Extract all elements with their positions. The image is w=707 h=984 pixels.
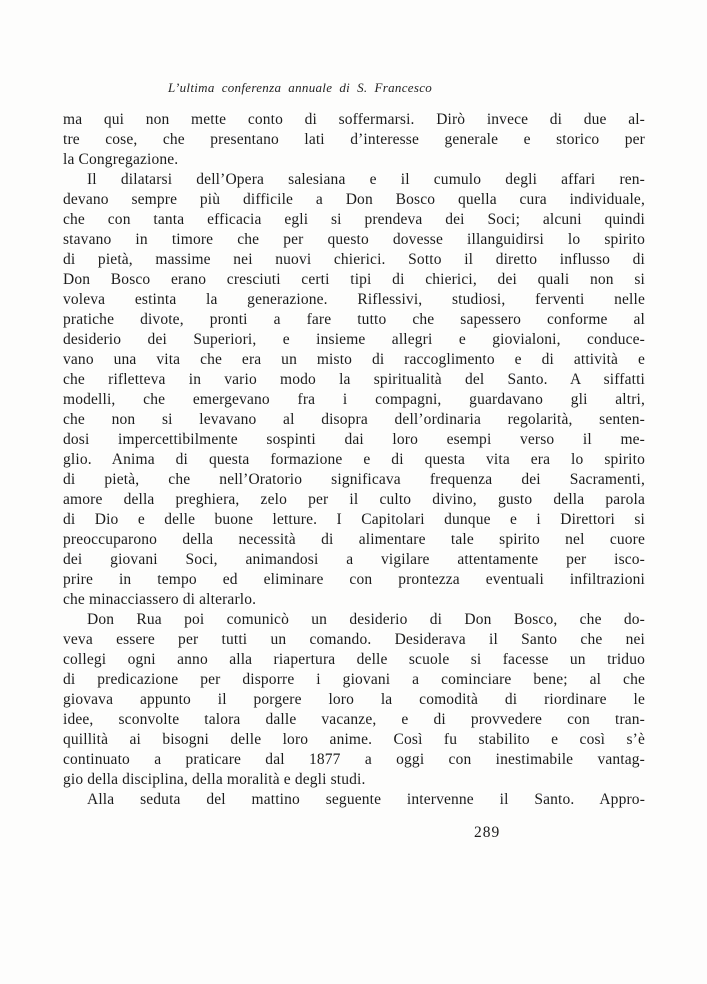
text-line: la Congregazione.	[63, 151, 179, 168]
text-line: prire in tempo ed eliminare con prontezza eventuali infiltrazioni	[63, 571, 645, 588]
running-head: L’ultima conferenza annuale di S. Francesco	[167, 80, 433, 95]
text-line: che rifletteva in vario modo la spiritualità del Santo. A siffatti	[63, 371, 645, 388]
text-line: amore della preghiera, zelo per il culto divino, gusto della parola	[63, 491, 645, 508]
text-line: di predicazione per disporre i giovani a cominciare bene; al che	[63, 671, 645, 688]
text-line: Alla seduta del mattino seguente intervenne il Santo. Appro-	[87, 791, 645, 808]
text-line: dosi impercettibilmente sospinti dai loro esempi verso il me-	[63, 431, 645, 448]
text-line: che non si levavano al disopra dell’ordinaria regolarità, senten-	[63, 411, 645, 428]
text-line: di pietà, che nell’Oratorio significava frequenza dei Sacramenti,	[63, 471, 645, 488]
text-line: Il dilatarsi dell’Opera salesiana e il cumulo degli affari ren-	[87, 171, 645, 188]
body-text-block	[63, 110, 645, 810]
text-line: di pietà, massime nei nuovi chierici. Sotto il diretto influsso di	[63, 251, 645, 268]
text-line: giovava appunto il porgere loro la comodità di riordinare le	[63, 691, 645, 708]
text-line: vano una vita che era un misto di raccoglimento e di attività e	[63, 351, 645, 368]
text-line: continuato a praticare dal 1877 a oggi con inestimabile vantag-	[63, 751, 645, 768]
text-line: Don Rua poi comunicò un desiderio di Don Bosco, che do-	[87, 611, 645, 628]
text-line: desiderio dei Superiori, e insieme allegri e giovialoni, conduce-	[63, 331, 645, 348]
text-line: che con tanta efficacia egli si prendeva dei Soci; alcuni quindi	[63, 211, 645, 228]
text-line: collegi ogni anno alla riapertura delle scuole si facesse un triduo	[63, 651, 645, 668]
text-line: dei giovani Soci, animandosi a vigilare attentamente per isco-	[63, 551, 645, 568]
text-line: modelli, che emergevano fra i compagni, guardavano gli altri,	[63, 391, 645, 408]
text-line: di Dio e delle buone letture. I Capitolari dunque e i Direttori si	[63, 511, 645, 528]
page-number: 289	[474, 824, 501, 841]
text-line: devano sempre più difficile a Don Bosco quella cura individuale,	[63, 191, 645, 208]
text-line: idee, sconvolte talora dalle vacanze, e di provvedere con tran-	[63, 711, 645, 728]
text-line: preoccuparono della necessità di alimentare tale spirito nel cuore	[63, 531, 645, 548]
text-line: quillità ai bisogni delle loro anime. Così fu stabilito e così s’è	[63, 731, 645, 748]
text-line: glio. Anima di questa formazione e di questa vita era lo spirito	[63, 451, 645, 468]
text-line: voleva estinta la generazione. Riflessivi, studiosi, ferventi nelle	[63, 291, 645, 308]
text-line: ma qui non mette conto di soffermarsi. Dirò invece di due al-	[63, 111, 645, 128]
text-line: veva essere per tutti un comando. Desiderava il Santo che nei	[63, 631, 645, 648]
text-line: stavano in timore che per questo dovesse illanguidirsi lo spirito	[63, 231, 645, 248]
text-line: gio della disciplina, della moralità e degli studi.	[63, 771, 366, 788]
text-line: Don Bosco erano cresciuti certi tipi di chierici, dei quali non si	[63, 271, 645, 288]
text-line: che minacciassero di alterarlo.	[63, 591, 257, 608]
text-line: pratiche divote, pronti a fare tutto che sapessero conforme al	[63, 311, 645, 328]
text-line: tre cose, che presentano lati d’interesse generale e storico per	[63, 131, 645, 148]
